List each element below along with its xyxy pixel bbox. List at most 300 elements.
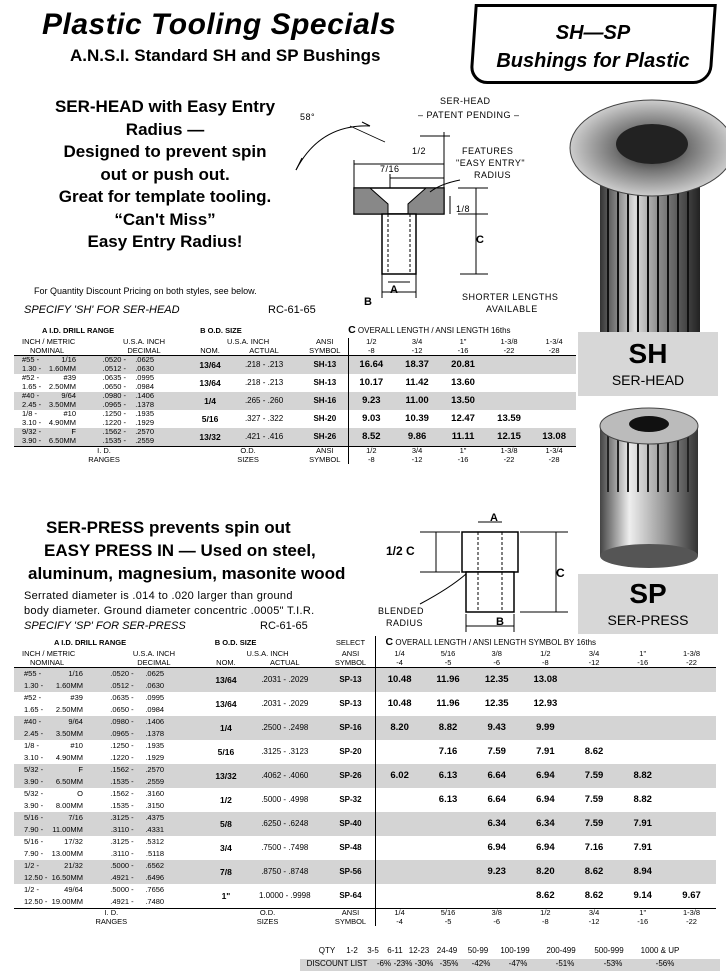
od-actual: .2031 - .2029	[243, 668, 326, 693]
length-price: 8.94	[618, 860, 667, 884]
blended-radius-label: RADIUS	[386, 618, 424, 628]
length-price: 8.52	[348, 428, 394, 447]
decimal-inch-from: .3125 -	[110, 836, 134, 846]
spacer	[168, 800, 209, 812]
length-price: 11.96	[436, 697, 460, 709]
intro-line: SER-HEAD with Easy Entry	[54, 97, 276, 116]
od-nominal: 1"	[221, 890, 231, 901]
od-nominal: 5/16	[201, 413, 219, 424]
length-price	[375, 884, 424, 909]
length-price: 9.43	[472, 716, 521, 740]
ser-head-diagram	[290, 92, 580, 308]
decimal-inch-from: .3125 -	[99, 812, 133, 824]
spacer	[83, 692, 99, 704]
spacer	[83, 800, 99, 812]
sh-actual: ACTUAL	[249, 346, 279, 355]
od-actual: .218 - .213	[226, 356, 302, 375]
length-price: 13.60	[451, 376, 475, 388]
sh-symbol: SYMBOL	[309, 346, 341, 355]
nominal-inch-from: 1/8 -	[24, 740, 40, 750]
nominal-inch-to: 21/32	[48, 860, 82, 872]
sh-foot-len-2: 1"	[459, 446, 467, 455]
patent-label: – PATENT PENDING –	[418, 110, 520, 120]
table-row	[14, 692, 716, 704]
sp-foot-id: I. D.	[104, 908, 119, 917]
nominal-inch-to: F	[46, 428, 76, 437]
spacer	[83, 788, 99, 800]
sp-len-3: 1/2	[540, 650, 551, 658]
spacer	[168, 776, 209, 788]
sp-foot-lensym-2: -6	[493, 917, 501, 926]
metric-from: 3.90 -	[14, 776, 48, 788]
od-nominal: 13/64	[209, 668, 243, 693]
decimal-inch-to: .0625	[126, 356, 158, 366]
discount-label: DISCOUNT LIST	[306, 959, 368, 968]
table-row	[14, 740, 716, 752]
sh-foot-ansi: ANSI	[316, 446, 334, 455]
length-price: 10.39	[405, 412, 429, 424]
quantity-note: For Quantity Discount Pricing on both styles, see below.	[34, 286, 257, 296]
spacer	[168, 872, 209, 884]
length-price: 6.13	[438, 793, 458, 805]
decimal-inch-from: .1562 -	[94, 428, 126, 437]
table-row	[14, 356, 576, 366]
spacer	[168, 752, 209, 764]
decimal-inch-to: .1406	[134, 716, 168, 728]
length-price	[375, 788, 424, 812]
spacer	[168, 788, 209, 800]
length-price: 8.20	[375, 716, 424, 740]
spacer	[168, 860, 209, 872]
spacer	[168, 716, 209, 728]
decimal-metric-from: .0650 -	[110, 704, 134, 714]
ansi-symbol: SP-40	[326, 812, 375, 836]
length-price	[532, 356, 576, 375]
length-price: 6.94	[536, 793, 555, 805]
spacer	[158, 410, 194, 419]
table-row	[14, 812, 716, 824]
decimal-metric-from: .1535 -	[99, 776, 133, 788]
length-price: 11.96	[424, 668, 473, 693]
sh-foot-symbol: SYMBOL	[309, 455, 341, 464]
metric-from: 1.30 -	[14, 680, 48, 692]
length-price: 12.93	[533, 697, 558, 709]
spacer	[168, 884, 209, 896]
sp-lensym-5: -16	[637, 658, 649, 667]
discount-value: -53%	[603, 959, 623, 968]
sp-lensym-2: -6	[493, 658, 501, 667]
sh-usa-inch-b: U.S.A. INCH	[227, 338, 270, 346]
nominal-inch-to: #39	[63, 374, 76, 383]
metric-from: 1.65 -	[22, 383, 42, 392]
length-price	[486, 356, 532, 375]
length-price: 10.48	[375, 692, 424, 716]
metric-from: 7.90 -	[24, 848, 44, 858]
length-price	[667, 764, 716, 788]
eighth-label: 1/8	[456, 204, 471, 214]
ser-press-title-3: aluminum, magnesium, masonite wood	[28, 564, 346, 583]
decimal-inch-to: .0995	[145, 692, 165, 702]
spacer	[83, 704, 99, 716]
metric-from: 2.45 -	[14, 728, 48, 740]
decimal-metric-from: .4921 -	[110, 896, 134, 906]
length-price: 6.13	[424, 764, 473, 788]
ser-press-body-2: body diameter. Ground diameter concentric .0005" T.I.R.	[24, 605, 315, 617]
sp-a-label: A	[490, 512, 498, 524]
spacer	[158, 365, 194, 374]
sp-decimal: DECIMAL	[137, 658, 171, 667]
sh-foot-lensym-0: -8	[348, 456, 394, 465]
sp-b-label: B	[496, 616, 504, 628]
od-actual: .2500 - .2498	[243, 716, 326, 740]
decimal-metric-to: .5118	[145, 848, 165, 858]
length-price: 6.64	[472, 764, 521, 788]
table-row	[14, 884, 716, 896]
table-row	[14, 716, 716, 728]
sh-nominal: NOMINAL	[30, 346, 65, 355]
ansi-symbol: SP-13	[339, 698, 362, 708]
decimal-inch-to: .0625	[134, 668, 168, 681]
sh-code: SH	[628, 338, 668, 369]
od-actual: .7500 - .7498	[261, 842, 309, 852]
length-price: 7.91	[536, 745, 555, 757]
sp-code: SP	[629, 578, 667, 609]
length-price: 7.59	[487, 745, 506, 757]
badge-line-2: Bushings for Plastic	[496, 50, 690, 72]
nominal-inch-from: #55 -	[14, 356, 46, 366]
ser-press-title-1: SER-PRESS prevents spin out	[46, 518, 291, 537]
od-actual: .6250 - .6248	[243, 812, 326, 836]
od-nominal: 3/4	[220, 842, 232, 853]
decimal-metric-to: .0984	[145, 704, 165, 714]
metric-from: 12.50 -	[14, 872, 48, 884]
length-price	[375, 836, 424, 860]
ser-head-table	[14, 324, 576, 464]
sp-foot-len-0: 1/4	[375, 909, 424, 918]
qty-bracket: 24-49	[436, 946, 458, 955]
nominal-inch-to: 9/64	[48, 716, 82, 728]
ansi-symbol: SP-64	[339, 890, 362, 900]
sp-foot-len-4: 3/4	[588, 908, 600, 917]
sh-lensym-1: -12	[411, 346, 423, 355]
sp-len-6: 1-3/8	[682, 650, 701, 658]
spacer	[76, 410, 94, 419]
length-price	[424, 860, 473, 884]
length-price: 7.16	[584, 841, 604, 853]
od-nominal: 5/8	[209, 812, 243, 836]
discount-value: -35%	[439, 959, 459, 968]
spacer	[168, 728, 209, 740]
sh-inch-metric: INCH / METRIC	[22, 338, 76, 346]
od-actual: .421 - .416	[226, 428, 302, 447]
decimal-metric-to: .1929	[145, 752, 165, 762]
sp-inch-metric: INCH / METRIC	[22, 650, 76, 658]
length-price: 7.16	[438, 745, 458, 757]
length-price	[667, 836, 716, 860]
length-price: 7.91	[633, 841, 652, 853]
metric-to: 8.00MM	[55, 800, 83, 810]
discount-value: -30%	[414, 959, 434, 968]
intro-line: Great for template tooling.	[58, 187, 272, 206]
length-price: 13.59	[497, 412, 521, 424]
metric-from: 3.10 -	[22, 419, 42, 428]
length-price: 16.64	[348, 356, 394, 375]
length-price	[667, 668, 716, 693]
nominal-inch-from: 1/2 -	[24, 884, 40, 894]
od-nominal: 1/4	[194, 392, 226, 410]
length-price: 8.82	[633, 793, 652, 805]
metric-to: 3.50MM	[48, 728, 82, 740]
length-price: 9.03	[348, 410, 394, 428]
od-nominal: 1/4	[209, 716, 243, 740]
ser-press-title-2: EASY PRESS IN — Used on steel,	[44, 541, 316, 560]
length-price: 12.15	[486, 428, 532, 447]
decimal-inch-from: .1562 -	[99, 764, 133, 776]
length-price: 8.62	[584, 889, 604, 901]
sp-foot-sizes: SIZES	[256, 917, 279, 926]
sp-foot-len-2: 3/8	[491, 908, 502, 917]
spacer	[168, 812, 209, 824]
spacer	[158, 392, 194, 401]
sh-decimal: DECIMAL	[127, 346, 161, 355]
decimal-metric-to: .0630	[126, 365, 158, 374]
length-price	[570, 692, 619, 716]
half-label: 1/2	[412, 146, 427, 156]
nominal-inch-from: #52 -	[22, 374, 40, 383]
ansi-symbol: SP-48	[339, 842, 362, 852]
sp-col-c-text: OVERALL LENGTH / ANSI LENGTH SYMBOL BY 16ths	[395, 638, 597, 648]
sh-lensym-4: -28	[548, 346, 560, 355]
nominal-inch-from: #55 -	[14, 668, 48, 681]
spacer	[168, 704, 209, 716]
ansi-symbol: SH-26	[302, 428, 348, 447]
decimal-inch-to: .7656	[145, 884, 165, 894]
spacer	[83, 680, 99, 692]
metric-from: 3.90 -	[14, 437, 46, 447]
decimal-inch-to: .5312	[145, 836, 165, 846]
decimal-inch-from: .0520 -	[99, 668, 133, 681]
sh-foot-len-4: 1-3/4	[545, 446, 563, 455]
metric-to: 4.90MM	[55, 752, 83, 762]
ansi-symbol: SP-20	[339, 746, 362, 756]
od-actual: 1.0000 - .9998	[258, 890, 311, 900]
spacer	[83, 728, 99, 740]
sp-select: SELECT	[335, 637, 366, 647]
length-price	[570, 716, 619, 740]
spacer	[168, 848, 209, 860]
sp-lensym-3: -8	[542, 658, 549, 667]
sh-len-0: 1/2	[348, 338, 394, 347]
nominal-inch-to: 7/16	[48, 812, 82, 824]
od-actual: .5000 - .4998	[261, 794, 309, 804]
length-price: 8.82	[618, 764, 667, 788]
table-row	[14, 374, 576, 383]
spacer	[83, 740, 99, 752]
od-actual: .327 - .322	[244, 413, 284, 423]
sp-foot-ansi: ANSI	[341, 908, 360, 917]
discount-table	[300, 946, 720, 974]
decimal-inch-from: .1562 -	[110, 788, 134, 798]
ser-head-label: SER-HEAD	[440, 96, 491, 106]
table-row	[14, 668, 716, 681]
length-price: 11.42	[405, 376, 429, 388]
spacer	[83, 872, 99, 884]
qty-bracket: 1-2	[346, 946, 358, 955]
length-price: 7.59	[570, 812, 619, 836]
spacer	[76, 374, 94, 383]
length-price	[486, 392, 532, 410]
metric-to: 11.00MM	[48, 824, 82, 836]
nominal-inch-to: #10	[63, 410, 76, 419]
nominal-inch-from: 5/32 -	[14, 764, 48, 776]
table-row	[14, 788, 716, 800]
decimal-metric-from: .1220 -	[110, 752, 134, 762]
spacer	[158, 374, 194, 383]
od-actual: .265 - .260	[226, 392, 302, 410]
sh-nom: NOM.	[200, 346, 220, 355]
length-price: 13.50	[440, 392, 486, 410]
length-price: 12.35	[472, 668, 521, 693]
length-price: 8.62	[570, 860, 619, 884]
sh-len-4: 1-3/4	[545, 338, 563, 346]
specify-sh: SPECIFY 'SH' FOR SER-HEAD	[24, 304, 180, 316]
sp-col-a: A I.D. DRILL RANGE	[54, 637, 127, 647]
length-price: 8.20	[521, 860, 570, 884]
metric-to: 6.50MM	[48, 776, 82, 788]
decimal-inch-to: .1935	[145, 740, 165, 750]
sp-foot-lensym-0: -4	[375, 918, 424, 927]
ansi-symbol: SP-26	[326, 764, 375, 788]
length-price: 13.08	[521, 668, 570, 693]
spacer	[158, 401, 194, 410]
sh-foot-lensym-1: -12	[411, 455, 423, 464]
od-nominal: 13/64	[199, 377, 221, 388]
length-price: 9.99	[521, 716, 570, 740]
spacer	[168, 824, 209, 836]
sh-len-1: 3/4	[411, 338, 423, 346]
spacer	[83, 884, 99, 896]
sh-col-c-text: OVERALL LENGTH / ANSI LENGTH 16ths	[357, 326, 511, 336]
sh-lensym-0: -8	[348, 347, 394, 356]
spacer	[83, 764, 99, 776]
sp-len-0: 1/4	[375, 650, 424, 659]
decimal-inch-from: .0980 -	[99, 716, 133, 728]
ser-press-table	[14, 636, 716, 926]
sh-col-b: B O.D. SIZE	[200, 325, 242, 335]
decimal-metric-to: .0984	[135, 383, 154, 392]
sh-col-a: A I.D. DRILL RANGE	[42, 325, 115, 335]
length-price	[667, 740, 716, 764]
discount-value: -51%	[555, 959, 575, 968]
ser-head-bushing-image	[560, 82, 726, 332]
spacer	[168, 680, 209, 692]
metric-from: 1.65 -	[24, 704, 44, 714]
nominal-inch-to: #10	[70, 740, 83, 750]
length-price: 8.62	[584, 745, 604, 757]
table-row	[14, 764, 716, 776]
page-title: Plastic Tooling Specials	[42, 8, 397, 41]
nominal-inch-to: #39	[70, 692, 83, 702]
sp-foot-od: O.D.	[259, 908, 276, 917]
metric-to: 19.00MM	[51, 896, 83, 906]
length-price: 6.64	[487, 793, 506, 805]
intro-line: Designed to prevent spin	[63, 142, 267, 161]
length-price	[667, 812, 716, 836]
sh-foot-lensym-2: -16	[457, 455, 469, 464]
metric-to: 4.90MM	[48, 419, 76, 428]
qty-bracket: 50-99	[467, 946, 489, 955]
decimal-metric-to: .1929	[135, 419, 154, 428]
decimal-metric-to: .1378	[126, 401, 158, 410]
sh-col-c: C	[348, 324, 356, 337]
sp-len-5: 1"	[639, 650, 647, 658]
sh-lensym-3: -22	[503, 346, 515, 355]
sp-len-2: 3/8	[491, 650, 502, 658]
qty-bracket: 100-199	[500, 946, 530, 955]
metric-from: 1.30 -	[14, 365, 46, 374]
length-price: 9.23	[472, 860, 521, 884]
discount-value: -6%	[376, 959, 392, 968]
decimal-metric-from: .0512 -	[99, 680, 133, 692]
decimal-inch-from: .5000 -	[99, 860, 133, 872]
length-price	[667, 860, 716, 884]
sp-lensym-4: -12	[588, 658, 600, 667]
discount-value: -42%	[471, 959, 491, 968]
spacer	[83, 752, 99, 764]
od-nominal: 13/32	[194, 428, 226, 447]
length-price: 6.94	[521, 764, 570, 788]
ser-press-body-1: Serrated diameter is .014 to .020 larger than ground	[24, 590, 293, 602]
sp-nom: NOM.	[216, 658, 236, 667]
nominal-inch-from: 5/16 -	[14, 812, 48, 824]
sp-foot-ranges: RANGES	[95, 917, 128, 926]
decimal-metric-to: .2559	[126, 437, 158, 447]
specify-sp: SPECIFY 'SP' FOR SER-PRESS	[24, 620, 186, 632]
qty-bracket: 1000 & UP	[640, 946, 680, 955]
intro-line: Radius —	[125, 119, 205, 139]
qty-bracket: 3-5	[367, 946, 379, 955]
sh-foot-len-3: 1-3/8	[500, 446, 518, 455]
length-price	[667, 692, 716, 716]
nominal-inch-to: 17/32	[64, 836, 83, 846]
length-price: 9.86	[394, 428, 440, 447]
decimal-metric-from: .1535 -	[94, 437, 126, 447]
sh-foot-len-1: 3/4	[411, 446, 423, 455]
length-price: 9.14	[633, 889, 652, 901]
decimal-metric-from: .0512 -	[94, 365, 126, 374]
qty-bracket: 12-23	[408, 946, 430, 955]
decimal-inch-to: .0995	[135, 374, 154, 383]
spacer	[158, 437, 194, 447]
shorter-label: SHORTER LENGTHS	[462, 292, 559, 302]
nominal-inch-to: 9/64	[46, 392, 76, 401]
length-price: 10.17	[348, 374, 394, 392]
sp-foot-symbol: SYMBOL	[334, 917, 367, 926]
features-label: FEATURES	[462, 146, 514, 156]
sp-usa-inch: U.S.A. INCH	[132, 650, 175, 658]
spacer	[168, 668, 209, 681]
sp-col-c: C	[385, 636, 394, 649]
length-price: 9.67	[682, 889, 701, 901]
qty-bracket: 6-11	[387, 946, 403, 955]
od-nominal: 5/16	[217, 746, 235, 757]
length-price	[618, 692, 667, 716]
decimal-metric-to: .4331	[134, 824, 168, 836]
od-nominal: 13/64	[194, 356, 226, 375]
discount-value: -47%	[508, 959, 528, 968]
length-price	[375, 812, 424, 836]
sp-foot-lensym-1: -5	[444, 917, 452, 926]
